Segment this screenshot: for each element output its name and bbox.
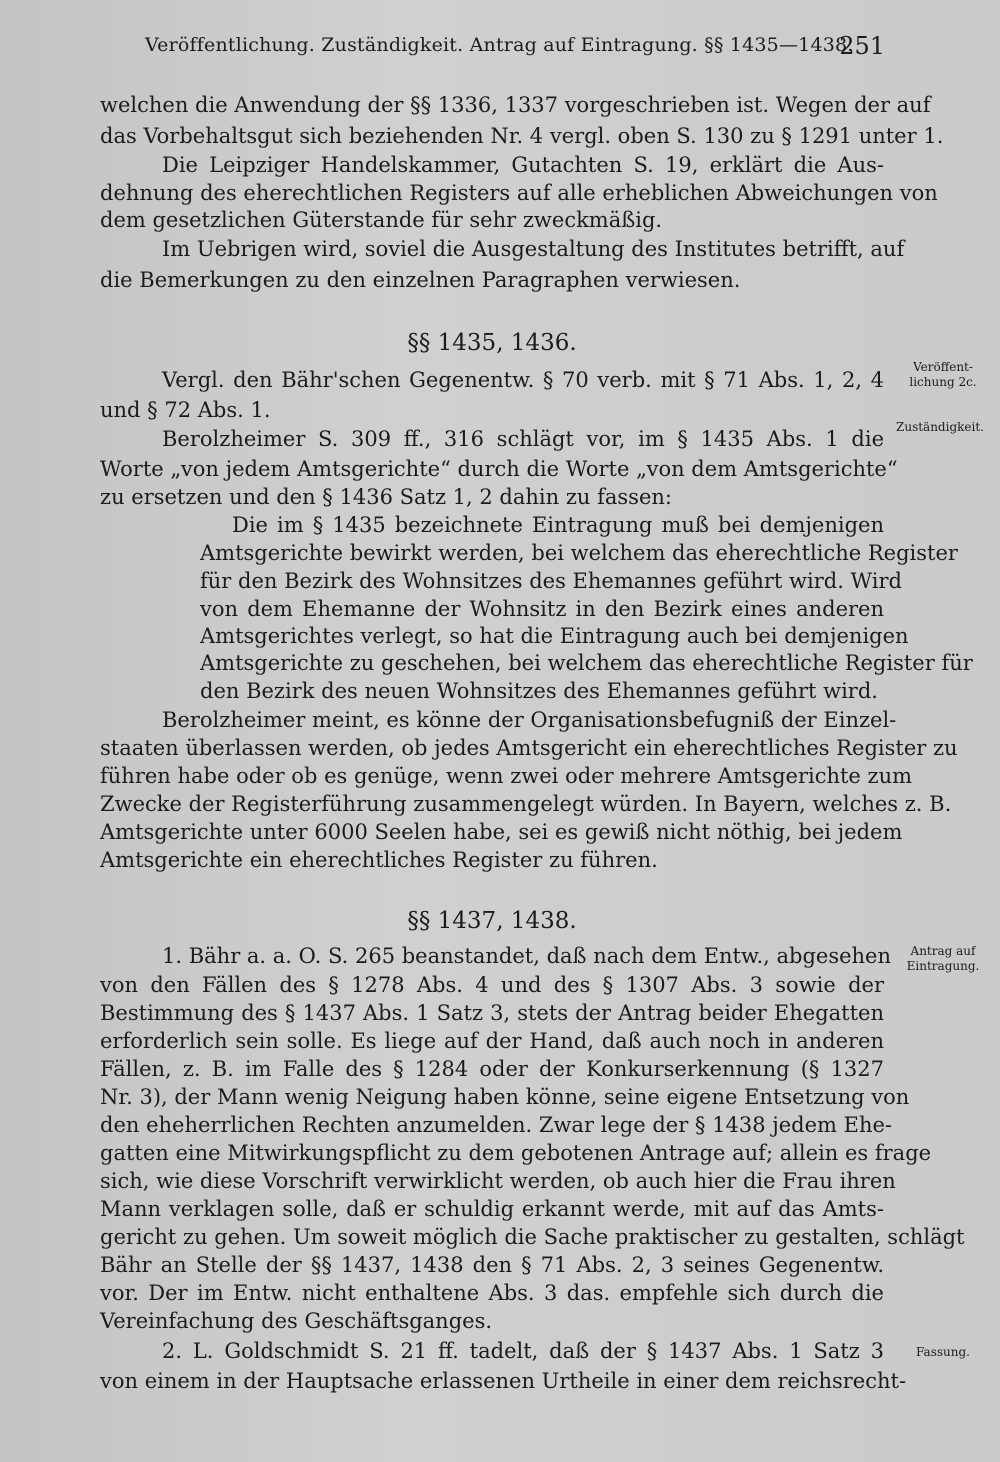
text-line: 2. L. Goldschmidt S. 21 ff. tadelt, daß der § 1437 Abs. 1 Satz 3 [162,1339,884,1363]
section-heading: §§ 1435, 1436. [407,330,577,356]
text-line: das Vorbehaltsgut sich beziehenden Nr. 4 vergl. oben S. 130 zu § 1291 unter 1. [100,124,944,148]
margin-note-fassung: Fassung. [916,1345,970,1359]
margin-note-veroeffentlichung: Veröffent- lichung 2c. [909,360,977,389]
text-line: Vergl. den Bähr'schen Gegenentw. § 70 verb. mit § 71 Abs. 1, 2, 4 [162,368,884,392]
section-heading: §§ 1437, 1438. [407,908,577,934]
text-line: Berolzheimer S. 309 ff., 316 schlägt vor, im § 1435 Abs. 1 die [162,427,884,451]
text-line: gatten eine Mitwirkungspflicht zu dem gebotenen Antrage auf; allein es frage [100,1141,932,1165]
text-line: 1. Bähr a. a. O. S. 265 beanstandet, daß nach dem Entw., abgesehen [162,944,892,968]
page-number: 251 [839,32,885,60]
text-line: Vereinfachung des Geschäftsganges. [100,1309,493,1333]
text-line: Amtsgerichte ein eherechtliches Register zu führen. [100,848,658,872]
quote-line: Die im § 1435 bezeichnete Eintragung muß bei demjenigen [232,513,884,537]
page-header [145,34,885,64]
text-line: von den Fällen des § 1278 Abs. 4 und des § 1307 Abs. 3 sowie der [100,973,884,997]
text-line: vor. Der im Entw. nicht enthaltene Abs. 3 das. empfehle sich durch die [100,1281,884,1305]
text-line: dehnung des eherechtlichen Registers auf alle erheblichen Abweichungen von [100,181,938,205]
text-line: Bestimmung des § 1437 Abs. 1 Satz 3, stets der Antrag beider Ehegatten [100,1001,884,1025]
text-line: erforderlich sein solle. Es liege auf der Hand, daß auch noch in anderen [100,1029,884,1053]
text-line: dem gesetzlichen Güterstande für sehr zweckmäßig. [100,208,663,232]
text-line: gericht zu gehen. Um soweit möglich die Sache praktischer zu gestalten, schlägt [100,1225,965,1249]
quote-line: Amtsgerichtes verlegt, so hat die Eintragung auch bei demjenigen [200,624,909,648]
text-line: zu ersetzen und den § 1436 Satz 1, 2 dahin zu fassen: [100,485,672,509]
text-line: Im Uebrigen wird, soviel die Ausgestaltung des Institutes betrifft, auf [162,237,905,261]
text-line: Berolzheimer meint, es könne der Organisationsbefugniß der Einzel- [162,708,897,732]
text-line: sich, wie diese Vorschrift verwirklicht werden, ob auch hier die Frau ihren [100,1169,896,1193]
margin-note-antrag: Antrag auf Eintragung. [906,944,980,973]
running-title: Veröffentlichung. Zuständigkeit. Antrag auf Eintragung. §§ 1435—1438. [145,34,854,56]
text-line: die Bemerkungen zu den einzelnen Paragraphen verwiesen. [100,268,741,292]
text-line: Worte „von jedem Amtsgerichte“ durch die Worte „von dem Amtsgerichte“ [100,457,898,481]
quote-line: für den Bezirk des Wohnsitzes des Ehemannes geführt wird. Wird [200,569,902,593]
text-line: Zwecke der Registerführung zusammengelegt würden. In Bayern, welches z. B. [100,792,952,816]
text-line: Die Leipziger Handelskammer, Gutachten S. 19, erklärt die Aus- [162,153,884,177]
quote-line: von dem Ehemanne der Wohnsitz in den Bezirk eines anderen [200,597,884,621]
text-line: von einem in der Hauptsache erlassenen Urtheile in einer dem reichsrecht- [100,1369,907,1393]
quote-line: Amtsgerichte zu geschehen, bei welchem das eherechtliche Register für [200,651,973,675]
text-line: Fällen, z. B. im Falle des § 1284 oder der Konkurserkennung (§ 1327 [100,1057,884,1081]
text-line: Nr. 3), der Mann wenig Neigung haben könne, seine eigene Entsetzung von [100,1085,910,1109]
quote-line: den Bezirk des neuen Wohnsitzes des Ehemannes geführt wird. [200,679,878,703]
quote-line: Amtsgerichte bewirkt werden, bei welchem das eherechtliche Register [200,541,958,565]
text-line: welchen die Anwendung der §§ 1336, 1337 vorgeschrieben ist. Wegen der auf [100,93,931,117]
text-line: führen habe oder ob es genüge, wenn zwei oder mehrere Amtsgerichte zum [100,764,913,788]
text-line: Bähr an Stelle der §§ 1437, 1438 den § 71 Abs. 2, 3 seines Gegenentw. [100,1253,884,1277]
text-line: Amtsgerichte unter 6000 Seelen habe, sei es gewiß nicht nöthig, bei jedem [100,820,903,844]
margin-note-zustaendigkeit: Zuständigkeit. [896,420,984,434]
text-line: den eheherrlichen Rechten anzumelden. Zwar lege der § 1438 jedem Ehe- [100,1113,893,1137]
text-line: und § 72 Abs. 1. [100,398,271,422]
text-line: Mann verklagen solle, daß er schuldig erkannt werde, mit auf das Amts- [100,1197,884,1221]
text-line: staaten überlassen werden, ob jedes Amtsgericht ein eherechtliches Register zu [100,736,958,760]
